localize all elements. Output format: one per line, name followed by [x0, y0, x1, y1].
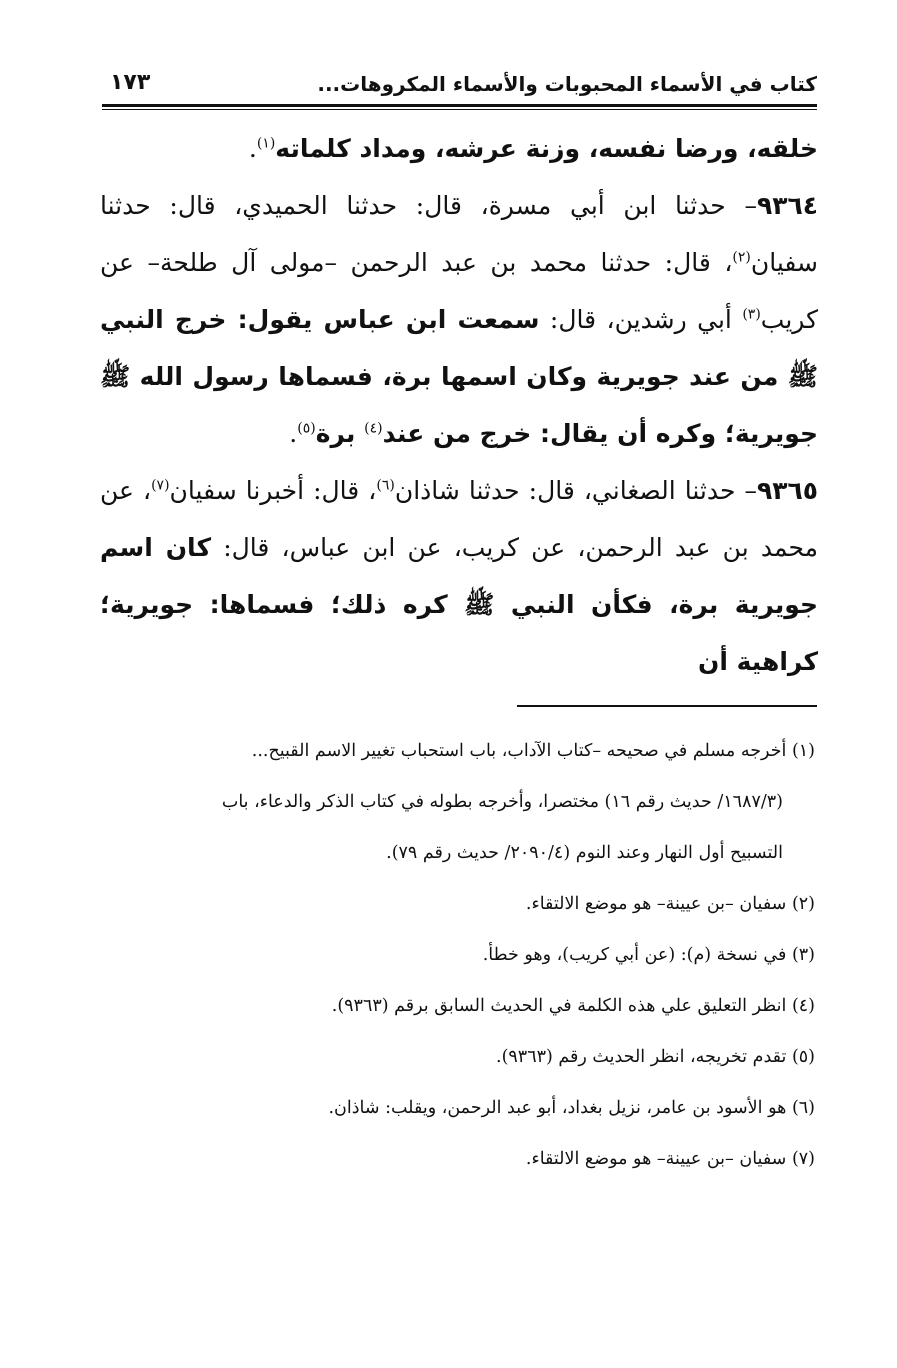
- footnotes: [100, 726, 815, 1185]
- footnote-text: انظر التعليق علي هذه الكلمة في الحديث السابق برقم (٩٣٦٣).: [331, 996, 787, 1016]
- footnote-label: (٣): [791, 945, 815, 965]
- hadith-matn: سمعت ابن عباس يقول: خرج النبي ﷺ من عند جويرية وكان اسمها برة، فسماها رسول الله ﷺ جويرية؛ وكره أن يقال: خرج من عند: [100, 305, 818, 448]
- hadith-number: ٩٣٦٥: [756, 476, 818, 505]
- hadith-text: ، قال: أخبرنا سفيان: [169, 476, 377, 505]
- footnote-6: [100, 1083, 815, 1134]
- footnote-ref-2: (٢): [732, 249, 751, 266]
- footnote-label: (٧): [791, 1149, 815, 1169]
- footnote-4: [100, 981, 815, 1032]
- hadith-text: ، قال: حدثنا محمد بن عبد الرحمن –مولى آل طلحة– عن كريب: [100, 248, 818, 334]
- p2-end: .: [289, 419, 298, 448]
- footnote-3: [100, 930, 815, 981]
- header-rule-thin: [102, 109, 817, 110]
- hadith-text: – حدثنا ابن أبي مسرة، قال: حدثنا الحميدي، قال: حدثنا سفيان: [100, 191, 818, 277]
- hadith-text: أبي رشدين، قال:: [539, 305, 743, 334]
- footnote-label: (١): [791, 741, 815, 761]
- footnote-7: [100, 1134, 815, 1185]
- header-title: كتاب في الأسماء المحبوبات والأسماء المكروهات...: [317, 72, 817, 96]
- footnote-text: (١٦٨٧/٣/ حديث رقم ١٦) مختصرا، وأخرجه بطوله في كتاب الذكر والدعاء، باب: [221, 792, 783, 812]
- p1-end: .: [248, 134, 257, 163]
- hadith-text: ، عن محمد بن عبد الرحمن، عن كريب، عن ابن عباس، قال:: [100, 476, 818, 562]
- footnote-text: هو الأسود بن عامر، نزيل بغداد، أبو عبد الرحمن، ويقلب: شاذان.: [328, 1098, 787, 1118]
- header-rule-thick: [102, 104, 817, 107]
- hadith-text: – حدثنا الصغاني، قال: حدثنا شاذان: [394, 476, 757, 505]
- footnote-label: (٥): [791, 1047, 815, 1067]
- footnote-ref-6: (٦): [376, 477, 395, 494]
- footnote-1: [100, 726, 815, 879]
- footnote-text: التسبيح أول النهار وعند النوم (٢٠٩٠/٤/ حديث رقم ٧٩).: [386, 843, 783, 863]
- footnote-separator: [517, 705, 817, 707]
- page-number: ١٧٣: [110, 70, 151, 95]
- footnote-2: [100, 879, 815, 930]
- hadith-9364: [100, 177, 818, 462]
- footnote-text: سفيان –بن عيينة– هو موضع الالتقاء.: [525, 894, 787, 914]
- footnote-label: (٤): [791, 996, 815, 1016]
- footnote-text: تقدم تخريجه، انظر الحديث رقم (٩٣٦٣).: [496, 1047, 787, 1067]
- hadith-9365: [100, 462, 818, 690]
- footnote-text: في نسخة (م): (عن أبي كريب)، وهو خطأ.: [482, 945, 787, 965]
- footnote-ref-7: (٧): [151, 477, 170, 494]
- footnote-label: (٢): [791, 894, 815, 914]
- footnote-text: أخرجه مسلم في صحيحه –كتاب الآداب، باب استحباب تغيير الاسم القبيح...: [251, 741, 787, 761]
- p1-text: خلقه، ورضا نفسه، وزنة عرشه، ومداد كلماته: [275, 134, 818, 163]
- footnote-label: (٦): [791, 1098, 815, 1118]
- running-header: [102, 66, 817, 100]
- main-text: [100, 120, 818, 690]
- hadith-number: ٩٣٦٤: [756, 191, 818, 220]
- footnote-ref-1: (١): [256, 135, 276, 152]
- footnote-text: سفيان –بن عيينة– هو موضع الالتقاء.: [525, 1149, 787, 1169]
- footnote-ref-4: (٤): [364, 420, 383, 437]
- footnote-ref-3: (٣): [742, 306, 761, 323]
- paragraph-1: [100, 120, 818, 177]
- hadith-matn: برة: [315, 419, 365, 448]
- footnote-ref-5: (٥): [297, 420, 316, 437]
- footnote-5: [100, 1032, 815, 1083]
- hadith-matn: كان اسم جويرية برة، فكأن النبي ﷺ كره ذلك؛ فسماها: جويرية؛ كراهية أن: [100, 533, 818, 676]
